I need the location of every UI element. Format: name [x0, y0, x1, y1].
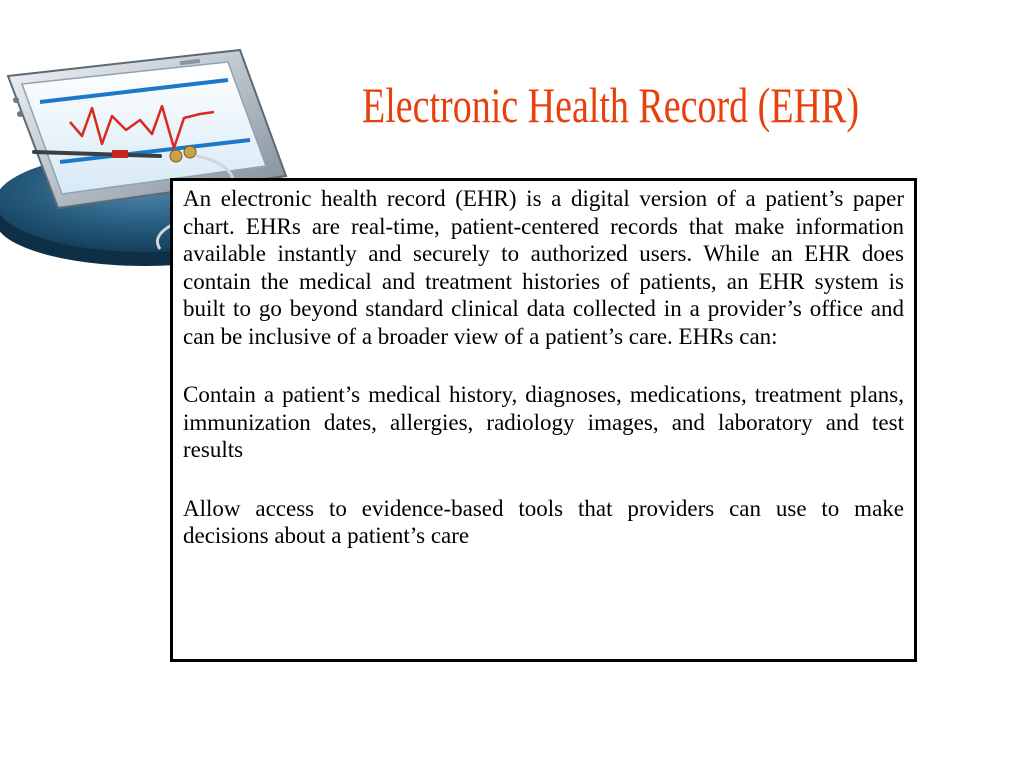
content-box — [170, 178, 917, 662]
frame-button-1 — [13, 97, 19, 103]
stylus-knob-2 — [184, 146, 196, 158]
slide-title: Electronic Health Record (EHR) — [362, 77, 859, 133]
paragraph-ehr-contents: Contain a patient’s medical history, diagnoses, medications, treatment plans, immunization dates, allergies, radiology images, and laboratory and test results — [183, 382, 904, 462]
stylus-red-tip — [112, 150, 128, 158]
paragraph-ehr-tools: Allow access to evidence-based tools that providers can use to make decisions about a patient’s care — [183, 495, 904, 548]
frame-button-2 — [17, 111, 23, 117]
paragraph-ehr-definition: An electronic health record (EHR) is a digital version of a patient’s paper chart. EHRs are real-time, patient-centered records that make information available instantly and securely to authorized users. While an EHR does contain the medical and treatment histories of patients, an EHR system is built to go beyond standard clinical data collected in a provider’s office and can be inclusive of a broader view of a patient’s care. EHRs can: — [183, 186, 904, 349]
stylus-knob-1 — [170, 150, 182, 162]
